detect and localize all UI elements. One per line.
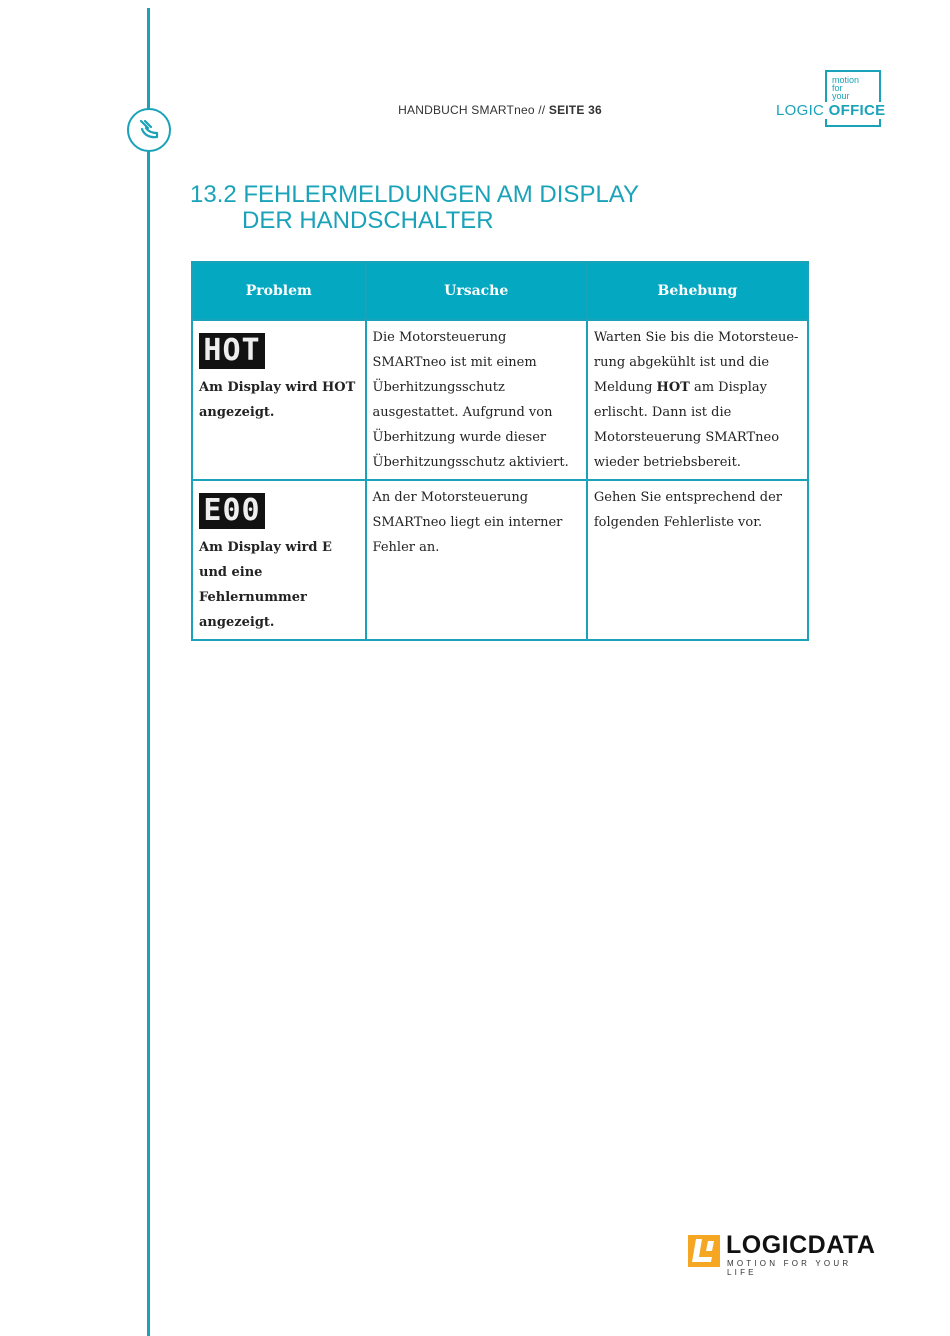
column-header-fix: Behebung [587, 262, 808, 320]
header-page-number: SEITE 36 [548, 103, 602, 117]
logicdata-tagline: MOTION FOR YOUR LIFE [727, 1259, 852, 1277]
column-header-cause: Ursache [366, 262, 587, 320]
cause-cell: Die Motorsteuerung SMARTneo ist mit einem Überhitzungsschutz ausgestattet. Aufgrund von Überhitzung wurde dieser Überhitzungsschutz aktiviert. [366, 320, 587, 480]
table-header-row [192, 262, 808, 320]
logo-motion-line: your [832, 91, 850, 101]
fix-text-bold: HOT [656, 380, 690, 395]
logo-office: OFFICE [828, 102, 886, 119]
logicdata-name: LOGICDATA [726, 1231, 876, 1259]
column-header-problem: Problem [192, 262, 366, 320]
hand-switch-icon [136, 117, 162, 143]
problem-text: Am Display wird HOT angezeigt. [199, 380, 356, 420]
table-row [192, 320, 808, 480]
logicdata-logo [688, 1231, 883, 1277]
section-title-line1: 13.2 FEHLERMELDUNGEN AM DISPLAY [190, 181, 640, 208]
header-prefix: HANDBUCH SMARTneo // [398, 103, 546, 117]
logo-logic: LOGIC [776, 102, 825, 119]
problem-cell [192, 480, 366, 640]
error-table [191, 261, 809, 641]
fix-cell [587, 320, 808, 480]
side-accent-line [147, 8, 150, 1336]
logic-office-logo [776, 102, 887, 119]
logo-motion-line: motion [832, 75, 860, 85]
section-title [190, 182, 639, 234]
page-header [330, 103, 670, 117]
problem-cell [192, 320, 366, 480]
logo-motion-line: for [832, 83, 843, 93]
logicdata-mark-icon [688, 1235, 720, 1267]
cause-cell: An der Motorsteuerung SMARTneo liegt ein interner Fehler an. [366, 480, 587, 640]
fix-text: Gehen Sie entsprechend der folgenden Fehlerliste vor. [593, 490, 782, 530]
fix-cell [587, 480, 808, 640]
section-title-line2: DER HANDSCHALTER [242, 207, 494, 234]
logo-motion-text [832, 76, 859, 100]
fix-text: am Display erlischt. Dann ist die Motorsteuerung SMARTneo wieder betriebsbereit. [593, 380, 780, 470]
problem-text: Am Display wird E und eine Fehlernummer angezeigt. [199, 540, 332, 630]
fix-text: Warten Sie bis die Motorsteuerung abgekühlt ist und die Meldung [593, 330, 799, 395]
display-e00-image: E00 [199, 493, 265, 529]
table-row [192, 480, 808, 640]
display-hot-image: HOT [199, 333, 265, 369]
side-badge [127, 108, 171, 152]
